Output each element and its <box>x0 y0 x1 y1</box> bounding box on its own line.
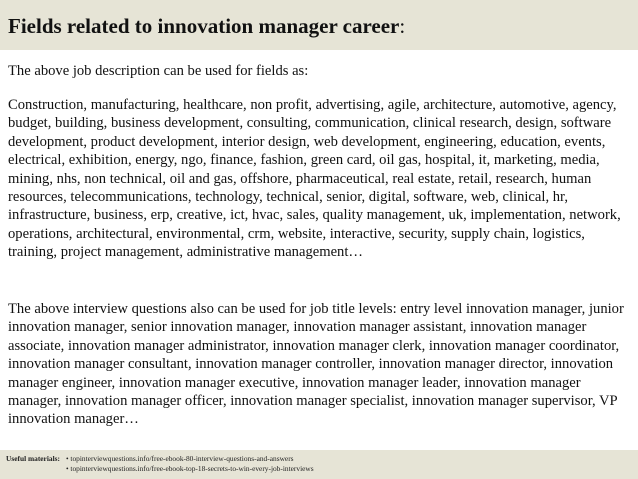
job-levels-paragraph: The above interview questions also can be used for job title levels: entry level innovation manager, junior innovation manager, senior innovation manager, innovation manager assistant, innovation manager associate, innovation manager administrator, innovation manager clerk, innovation manager coordinator, innovation manager consultant, innovation manager controller, innovation manager director, innovation manager engineer, innovation manager executive, innovation manager leader, innovation manager manager, innovation manager officer, innovation manager specialist, innovation manager supervisor, VP innovation manager… <box>8 301 624 428</box>
intro-block <box>8 62 632 80</box>
footer <box>0 450 638 479</box>
footer-link-ebook-80-questions[interactable]: • topinterviewquestions.info/free-ebook-80-interview-questions-and-answers <box>66 454 294 463</box>
intro-text: The above job description can be used for fields as: <box>8 63 309 79</box>
page-title-colon: : <box>399 14 406 38</box>
footer-label: Useful materials: <box>6 454 60 463</box>
footer-links <box>66 454 314 474</box>
page-title <box>8 13 405 39</box>
fields-paragraph: Construction, manufacturing, healthcare, non profit, advertising, agile, architecture, automotive, agency, budget, building, business development, consulting, communication, clinical research, design, software development, product development, interior design, web development, engineering, education, events, electrical, exhibition, energy, ngo, finance, fashion, green card, oil gas, hospital, it, marketing, media, mining, nhs, non technical, oil and gas, offshore, pharmaceutical, real estate, retail, research, human resources, telecommunications, technology, technical, senior, digital, software, web, clinical, hr, infrastructure, business, erp, creative, ict, hvac, sales, quality management, uk, implementation, network, operations, architectural, environmental, crm, website, interactive, security, supply chain, logistics, training, project management, administrative management… <box>8 97 621 261</box>
title-bar <box>0 0 638 50</box>
footer-link-ebook-18-secrets[interactable]: • topinterviewquestions.info/free-ebook-top-18-secrets-to-win-every-job-interviews <box>66 464 314 473</box>
page-title-text: Fields related to innovation manager career <box>8 14 400 38</box>
